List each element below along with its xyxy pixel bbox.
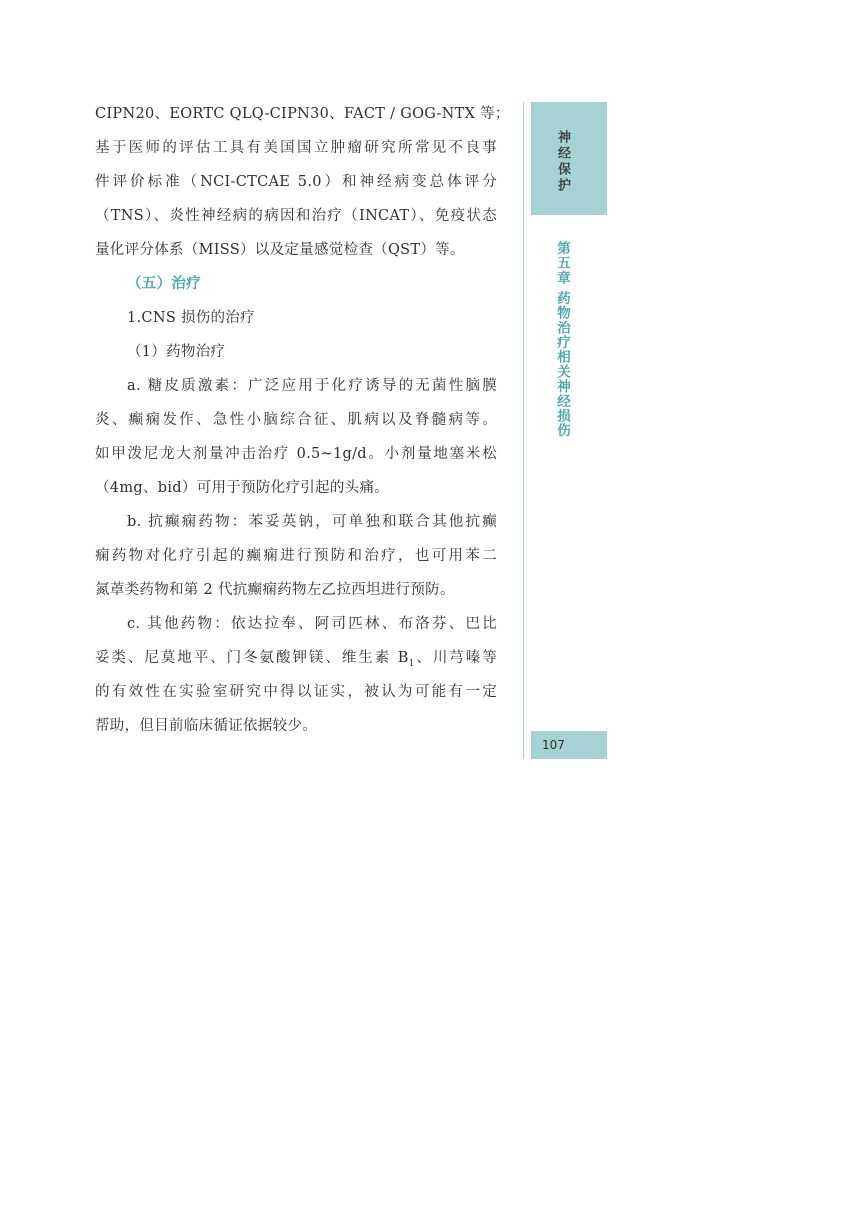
text-line: 量化评分体系（MISS）以及定量感觉检查（QST）等。 [95, 242, 465, 258]
subheading-cns-treatment: 1.CNS 损伤的治疗 [127, 310, 255, 326]
text-line: 基于医师的评估工具有美国国立肿瘤研究所常见不良事 [95, 140, 497, 156]
text-line: 的有效性在实验室研究中得以证实，被认为可能有一定 [95, 684, 497, 700]
text-line: 炎、癫痫发作、急性小脑综合征、肌病以及脊髓病等。 [95, 412, 497, 428]
page-number-box [531, 731, 607, 759]
section-tab-label: 神经保护 [555, 130, 570, 194]
text-line: 帮助，但目前临床循证依据较少。 [95, 718, 317, 734]
text-line: a. 糖皮质激素：广泛应用于化疗诱导的无菌性脑膜 [127, 378, 497, 394]
page-number: 107 [542, 738, 565, 752]
text-line [95, 641, 497, 675]
text-line: 如甲泼尼龙大剂量冲击治疗 0.5~1g/d。小剂量地塞米松 [95, 446, 497, 462]
text-line: （TNS）、炎性神经病的病因和治疗（INCAT）、免疫状态 [95, 208, 497, 224]
text-line: 痫药物对化疗引起的癫痫进行预防和治疗，也可用苯二 [95, 548, 497, 564]
text-fragment: 妥类、尼莫地平、门冬氨酸钾镁、维生素 B [95, 650, 409, 666]
text-line: c. 其他药物：依达拉奉、阿司匹林、布洛芬、巴比 [127, 616, 497, 632]
text-line: b. 抗癫痫药物：苯妥英钠，可单独和联合其他抗癫 [127, 514, 497, 530]
chapter-title-vertical: 第五章 药物治疗相关神经损伤 [554, 241, 570, 438]
margin-divider-line [523, 102, 524, 759]
text-fragment: 、川芎嗪等 [414, 650, 498, 666]
text-line: （4mg、bid）可用于预防化疗引起的头痛。 [95, 480, 390, 496]
subheading-drug-therapy: （1）药物治疗 [127, 344, 226, 360]
subscript: 1 [408, 658, 415, 669]
text-line: CIPN20、EORTC QLQ-CIPN30、FACT / GOG-NTX 等； [95, 106, 510, 122]
text-line: 氮䓬类药物和第 2 代抗癫痫药物左乙拉西坦进行预防。 [95, 582, 455, 598]
text-line: 件评价标准（NCI-CTCAE 5.0）和神经病变总体评分 [95, 174, 497, 190]
section-heading-treatment: （五）治疗 [127, 276, 201, 292]
main-text-column [95, 97, 510, 743]
